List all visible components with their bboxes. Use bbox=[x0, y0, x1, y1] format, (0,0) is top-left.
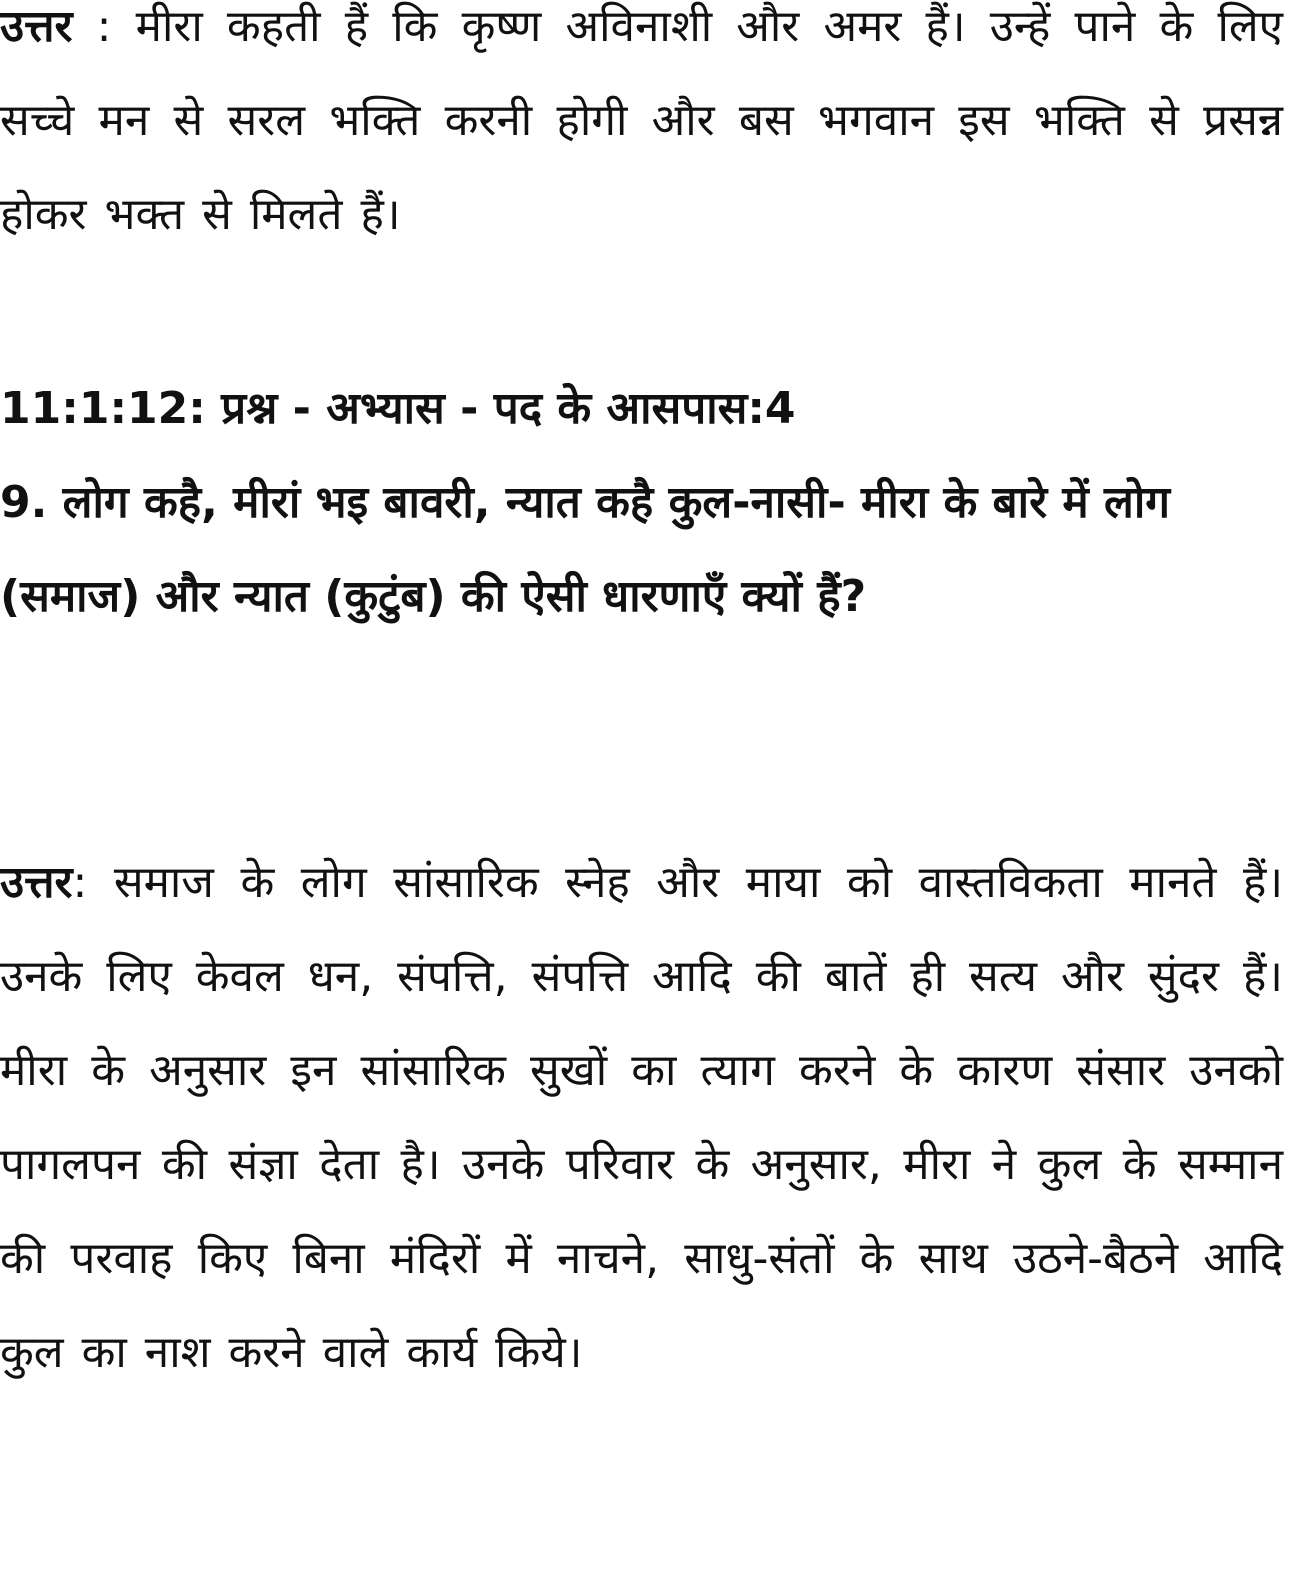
answer-separator: : bbox=[72, 1, 136, 52]
answer-paragraph-2 bbox=[0, 836, 1283, 1400]
answer-separator: : bbox=[72, 857, 114, 908]
answer-label: उत्तर bbox=[0, 1, 73, 52]
answer-paragraph-1 bbox=[0, 0, 1283, 262]
question-text: 9. लोग कहै, मीरां भइ बावरी, न्यात कहै कुल-नासी- मीरा के बारे में लोग (समाज) और न्यात (कुटुंब) की ऐसी धारणाएँ क्यों हैं? bbox=[0, 477, 1171, 622]
answer-text: समाज के लोग सांसारिक स्नेह और माया को वास्तविकता मानते हैं। उनके लिए केवल धन, संपत्ति, संपत्ति आदि की बातें ही सत्य और सुंदर हैं। मीरा के अनुसार इन सांसारिक सुखों का त्याग करने के कारण संसार उनको पागलपन की संज्ञा देता है। उनके परिवार के अनुसार, मीरा ने कुल के सम्मान की परवाह किए बिना मंदिरों में नाचने, साधु-संतों के साथ उठने-बैठने आदि कुल का नाश करने वाले कार्य किये। bbox=[0, 857, 1284, 1378]
section-heading: 11:1:12: प्रश्न - अभ्यास - पद के आसपास:4 bbox=[0, 383, 796, 434]
answer-text: मीरा कहती हैं कि कृष्ण अविनाशी और अमर हैं। उन्हें पाने के लिए सच्चे मन से सरल भक्ति करनी होगी और बस भगवान इस भक्ति से प्रसन्न होकर भक्त से मिलते हैं। bbox=[0, 1, 1284, 240]
answer-label: उत्तर bbox=[0, 857, 73, 908]
